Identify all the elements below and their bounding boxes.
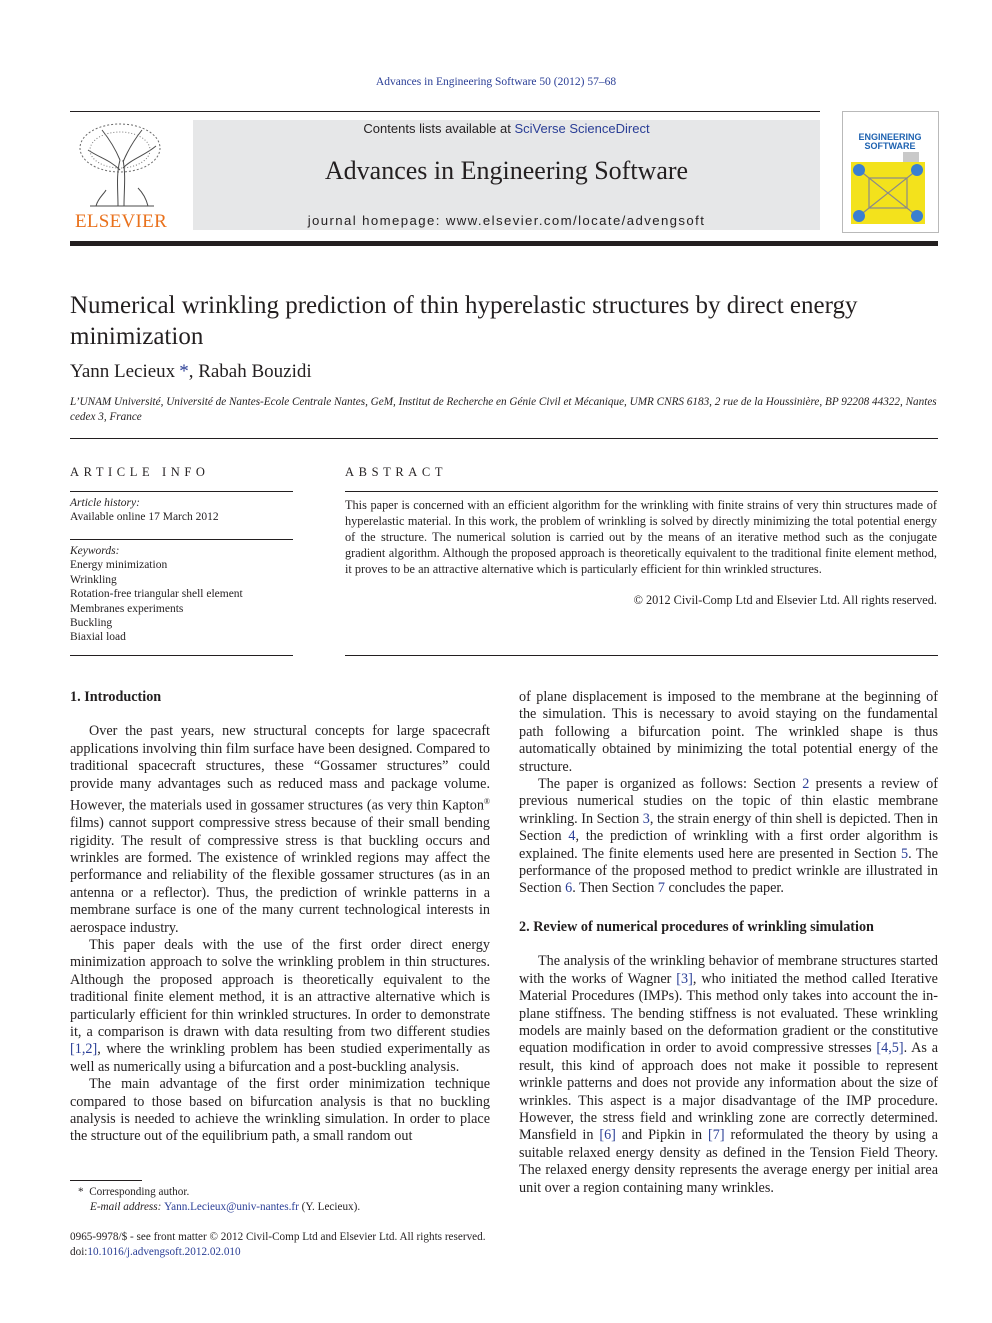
author-list: [70, 361, 312, 383]
outline-text: . The performance of the proposed method to predict wrinkle are illustrated in Section: [519, 845, 938, 897]
footnote-corresponding: [78, 1185, 498, 1200]
article-info-rule-top: [70, 491, 293, 492]
section-link-2[interactable]: 2: [802, 776, 810, 793]
review-text: , who initiated the method called Iterative Material Procedures (IMPs). This method only takes into account the in-plane stiffness. The bending stiffness is not evaluated. These wrinkling models are mainly based on the deformation gradient or the constitutive equation modification in order to avoid compressive stresses: [519, 970, 938, 1057]
article-info-heading: ARTICLE INFO: [70, 465, 210, 479]
keyword-item: Energy minimization: [70, 559, 168, 572]
article-history: [70, 496, 293, 525]
abstract-rule-top: [345, 491, 938, 492]
journal-cover: [842, 111, 939, 233]
doi-line: [70, 1245, 670, 1260]
homepage-prefix: journal homepage:: [307, 213, 446, 228]
intro-paragraph-2: [70, 937, 490, 1076]
contents-line: [193, 121, 820, 136]
doi-link[interactable]: 10.1016/j.advengsoft.2012.02.010: [87, 1245, 241, 1258]
tree-icon: [70, 120, 172, 210]
email-suffix: (Y. Lecieux).: [298, 1200, 361, 1213]
journal-citation[interactable]: [0, 76, 992, 88]
section-link-5[interactable]: 5: [901, 845, 909, 862]
abstract-copyright: © 2012 Civil-Comp Ltd and Elsevier Ltd. All rights reserved.: [633, 593, 937, 607]
outline-paragraph: [519, 776, 938, 898]
intro-paragraph-3: The main advantage of the first order minimization technique compared to those based on bifurcation analysis is that no buckling analysis is needed to achieve the wrinkling simulation. In order to place the structure out of the equilibrium path, a small random out: [70, 1076, 490, 1145]
right-column: [519, 689, 938, 1197]
history-label: Article history:: [70, 497, 140, 509]
outline-text: presents a review of previous numerical studies on the topic of thin elastic membrane wrinkling. In Section: [519, 776, 938, 827]
footnote-mark: *: [78, 1186, 84, 1198]
email-label: E-mail address:: [90, 1200, 165, 1213]
intro-p1-text-b: films) cannot support compressive stress because of their small bending rigidity. The result of compressive stress is that buckling occurs and wrinkles are formed. The existence of wrinkled regions may affect the performance and reliability of the flexible gossamer structures (as in an antenna or a reflector). Thus, the prediction of wrinkle patterns in a membrane surface is one of the many current technological interests in aerospace industry.: [70, 815, 490, 936]
intro-p1-text-a: Over the past years, new structural concepts for large spacecraft applications involving thin film surface have been designed. Compared to traditional spacecraft structures, these “Gossamer structures” could provide many advantages such as reduced mass and package volume. However, the materials used in gossamer structures (as very thin Kapton: [70, 723, 490, 814]
footnote-corresponding-text: Corresponding author.: [89, 1186, 190, 1198]
section-link-4[interactable]: 4: [568, 828, 576, 845]
section-2-heading: 2. Review of numerical procedures of wrinkling simulation: [519, 918, 874, 935]
journal-cover-art-icon: [843, 112, 938, 232]
homepage-url[interactable]: www.elsevier.com/locate/advengsoft: [445, 213, 706, 228]
outline-text: concludes the paper.: [664, 880, 784, 897]
author-lecieux: Yann Lecieux: [70, 361, 176, 382]
ref-link-4-5[interactable]: [4,5]: [876, 1040, 904, 1057]
ref-link-7[interactable]: [7]: [708, 1127, 725, 1144]
corresponding-author-mark[interactable]: *: [179, 361, 189, 382]
keyword-item: Wrinkling: [70, 573, 117, 586]
review-text: and Pipkin in: [615, 1127, 709, 1144]
front-matter: [70, 1230, 670, 1259]
journal-citation-text[interactable]: Advances in Engineering Software 50 (2012) 57–68: [375, 76, 617, 88]
article-info-rule-mid: [70, 539, 293, 540]
author-separator: ,: [188, 361, 199, 382]
masthead-top-rule: [70, 111, 820, 112]
cover-title-line2: SOFTWARE: [864, 141, 916, 151]
left-column: [70, 689, 490, 1146]
doi-label: doi:: [70, 1245, 88, 1258]
keyword-item: Rotation-free triangular shell element: [70, 588, 243, 601]
ref-link-3[interactable]: [3]: [676, 970, 693, 987]
review-paragraph-1: [519, 953, 938, 1197]
footnote-rule: [70, 1180, 142, 1181]
elsevier-wordmark: ELSEVIER: [74, 211, 168, 232]
outline-text: . Then Section: [572, 880, 658, 897]
keywords-block: [70, 544, 293, 645]
outline-text: , the strain energy of thin shell is depicted. Then in Section: [519, 810, 938, 845]
intro-paragraph-1: [70, 723, 490, 937]
keyword-item: Membranes experiments: [70, 602, 184, 615]
sciencedirect-link[interactable]: SciVerse ScienceDirect: [514, 121, 650, 136]
review-text: . As a result, this kind of approach does not make it possible to represent wrinkle patterns and does not provide any information about the size of wrinkles. This aspect is a major disadvantage of the IMP procedure. However, the stress field and wrinkling zone are correctly determined. Mansfield in: [519, 1040, 939, 1144]
intro-paragraph-3-cont: of plane displacement is imposed to the membrane at the beginning of the simulation. This is necessary to avoid staying on the fundamental path following a bifurcation point. The wrinkled shape is thus automatically obtained by minimizing the total potential energy of the structure.: [519, 689, 938, 775]
issn-copyright-line: 0965-9978/$ - see front matter © 2012 Civil-Comp Ltd and Elsevier Ltd. All rights reserved.: [70, 1231, 486, 1243]
keyword-item: Buckling: [70, 617, 113, 630]
section-1-heading: 1. Introduction: [70, 689, 162, 705]
email-link[interactable]: Yann.Lecieux@univ-nantes.fr: [164, 1200, 299, 1213]
abstract-rule-bottom: [345, 655, 938, 656]
review-text: The analysis of the wrinkling behavior of membrane structures started with the works of Wagner: [519, 953, 938, 987]
article-title: Numerical wrinkling prediction of thin hyperelastic structures by direct energy minimization: [70, 292, 858, 350]
section-link-6[interactable]: 6: [565, 880, 573, 897]
title-divider: [70, 438, 938, 439]
masthead-bottom-bar: [70, 241, 938, 246]
section-link-3[interactable]: 3: [642, 810, 650, 827]
abstract-heading: ABSTRACT: [345, 465, 448, 479]
ref-link-1-2[interactable]: [1,2]: [70, 1041, 98, 1058]
homepage-line: [193, 213, 820, 228]
ref-link-6[interactable]: [6]: [599, 1127, 616, 1144]
contents-prefix: Contents lists available at: [363, 121, 515, 136]
review-text: reformulated the theory by using a suitable relaxed energy density as defined in the Tension Field Theory. The relaxed energy density represents the average energy per initial area unit over a region containing many wrinkles.: [519, 1127, 938, 1196]
author-bouzidi: Rabah Bouzidi: [198, 361, 312, 382]
article-info-rule-bottom: [70, 655, 293, 656]
cover-title: [848, 133, 932, 151]
cover-title-line1: ENGINEERING: [858, 132, 922, 142]
abstract-text: This paper is concerned with an efficient algorithm for the wrinkling with finite strains of very thin structures made of hyperelastic material. In this work, the problem of wrinkling is solved by directly minimizing the total potential energy of the structure. The numerical solution is carried out by the means of an iterative method such as the conjugate gradient algorithm. Although the proposed approach is theoretically equivalent to the traditional finite element method, it proves to be an attractive alternative which is particularly efficient for thin wrinkled structures.: [345, 498, 937, 576]
outline-text: , the prediction of wrinkling with a first order algorithm is explained. The finite elements used here are presented in Section: [519, 828, 939, 862]
keyword-item: Biaxial load: [70, 631, 126, 644]
outline-text: The paper is organized as follows: Section: [538, 776, 803, 793]
journal-title: Advances in Engineering Software: [324, 156, 689, 185]
intro-p2-text-a: This paper deals with the use of the first order direct energy minimization approach to solve the wrinkling problem in thin structures. Although the proposed approach is theoretically equivalent to the traditional finite element method, it is an attractive alternative which is particularly efficient for thin wrinkled structures. In order to demonstrate it, a comparison is drawn with data resulting from two different studies: [70, 937, 490, 1041]
keywords-label: Keywords:: [70, 545, 120, 557]
footnote: [78, 1185, 498, 1214]
footnote-email: [78, 1200, 498, 1215]
history-value: Available online 17 March 2012: [70, 511, 219, 524]
intro-p2-text-b: , where the wrinkling problem has been studied experimentally as well as numerically using a bifurcation and a post-buckling analysis.: [70, 1041, 490, 1075]
affiliation: L’UNAM Université, Université de Nantes-Ecole Centrale Nantes, GeM, Institut de Recherche en Génie Civil et Mécanique, UMR CNRS 6183, 2 rue de la Houssinière, BP 92208 44322, Nantes cedex 3, France: [70, 396, 937, 423]
section-link-7[interactable]: 7: [657, 880, 665, 897]
registered-mark: ®: [483, 797, 490, 807]
